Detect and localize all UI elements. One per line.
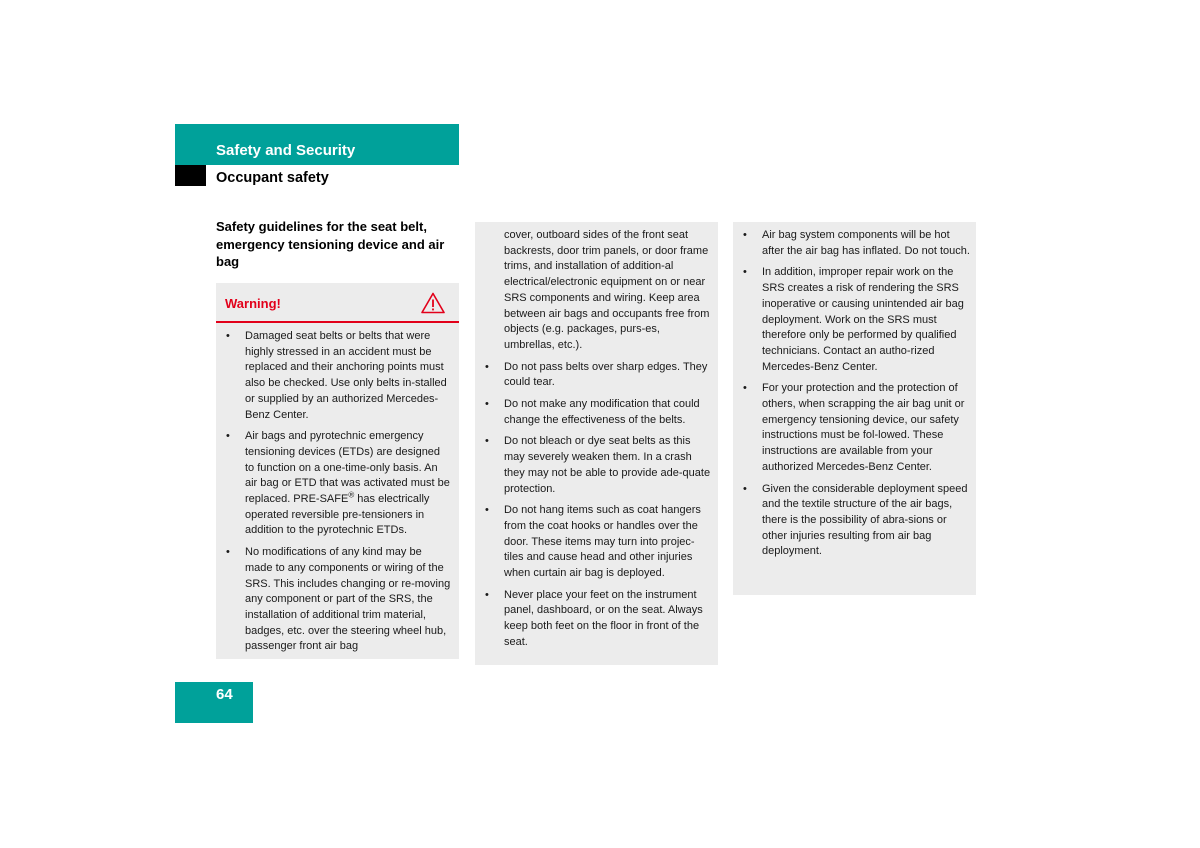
- list-item: • Never place your feet on the instrument panel, dashboard, or on the seat. Always keep both feet on the floor in front of the seat.: [475, 588, 713, 651]
- column-3-list: [733, 228, 971, 566]
- page-number: 64: [216, 686, 233, 703]
- warning-divider: [216, 321, 459, 323]
- list-item: • Air bag system components will be hot after the air bag has inflated. Do not touch.: [733, 228, 971, 259]
- column-3-box: [733, 222, 976, 595]
- subsection-title: Occupant safety: [216, 170, 329, 186]
- column-2-box: [475, 222, 718, 665]
- page-number-tab: [175, 682, 253, 723]
- warning-box: [216, 283, 459, 659]
- page-heading: Safety guidelines for the seat belt, emergency tensioning device and air bag: [216, 219, 445, 269]
- subsection-marker: [175, 165, 206, 186]
- list-item: • Do not hang items such as coat hangers from the coat hooks or handles over the door. These items may turn into projec-tiles and cause head and other injuries when curtain air bag is deployed.: [475, 503, 713, 582]
- list-item: • No modifications of any kind may be made to any components or wiring of the SRS. This includes changing or re-moving any component or part of the SRS, the installation of additional trim material, badges, etc. over the steering wheel hub, passenger front air bag: [216, 545, 452, 655]
- column-2-list: [475, 228, 713, 657]
- list-item: • Damaged seat belts or belts that were highly stressed in an accident must be replaced and their anchoring points must also be checked. Use only belts in-stalled or supplied by an authorized Mercedes-Benz Center.: [216, 329, 452, 423]
- warning-list: [216, 329, 452, 661]
- warning-title: Warning!: [225, 296, 281, 311]
- warning-triangle-icon: [421, 292, 445, 314]
- list-item: • Do not pass belts over sharp edges. They could tear.: [475, 360, 713, 391]
- list-item: • Do not make any modification that could change the effectiveness of the belts.: [475, 397, 713, 428]
- list-item: • For your protection and the protection of others, when scrapping the air bag unit or emergency tensioning device, our safety instructions must be fol-lowed. These instructions are available from your authorized Mercedes-Benz Center.: [733, 381, 971, 475]
- list-item: • Given the considerable deployment speed and the textile structure of the air bags, there is the possibility of abra-sions or other injuries resulting from air bag deployment.: [733, 482, 971, 561]
- list-item: • Do not bleach or dye seat belts as this may severely weaken them. In a crash they may not be able to provide ade-quate protection.: [475, 434, 713, 497]
- list-item: • In addition, improper repair work on the SRS creates a risk of rendering the SRS inoperative or causing unintended air bag deployment. Work on the SRS must therefore only be performed by qualified technicians. Contact an autho-rized Mercedes-Benz Center.: [733, 265, 971, 375]
- list-item: • Air bags and pyrotechnic emergency tensioning devices (ETDs) are designed to function on a one-time-only basis. An air bag or ETD that was activated must be replaced. PRE-SAFE® has electrically operated reversible pre-tensioners in addition to the pyrotechnic ETDs.: [216, 429, 452, 539]
- list-item-continuation: cover, outboard sides of the front seat backrests, door trim panels, or door frame trims, and installation of addition-al electrical/electronic equipment on or near SRS components and wiring. Keep area between air bags and occupants free from objects (e.g. packages, purs-es, umbrellas, etc.).: [504, 229, 710, 351]
- section-title: Safety and Security: [216, 142, 356, 159]
